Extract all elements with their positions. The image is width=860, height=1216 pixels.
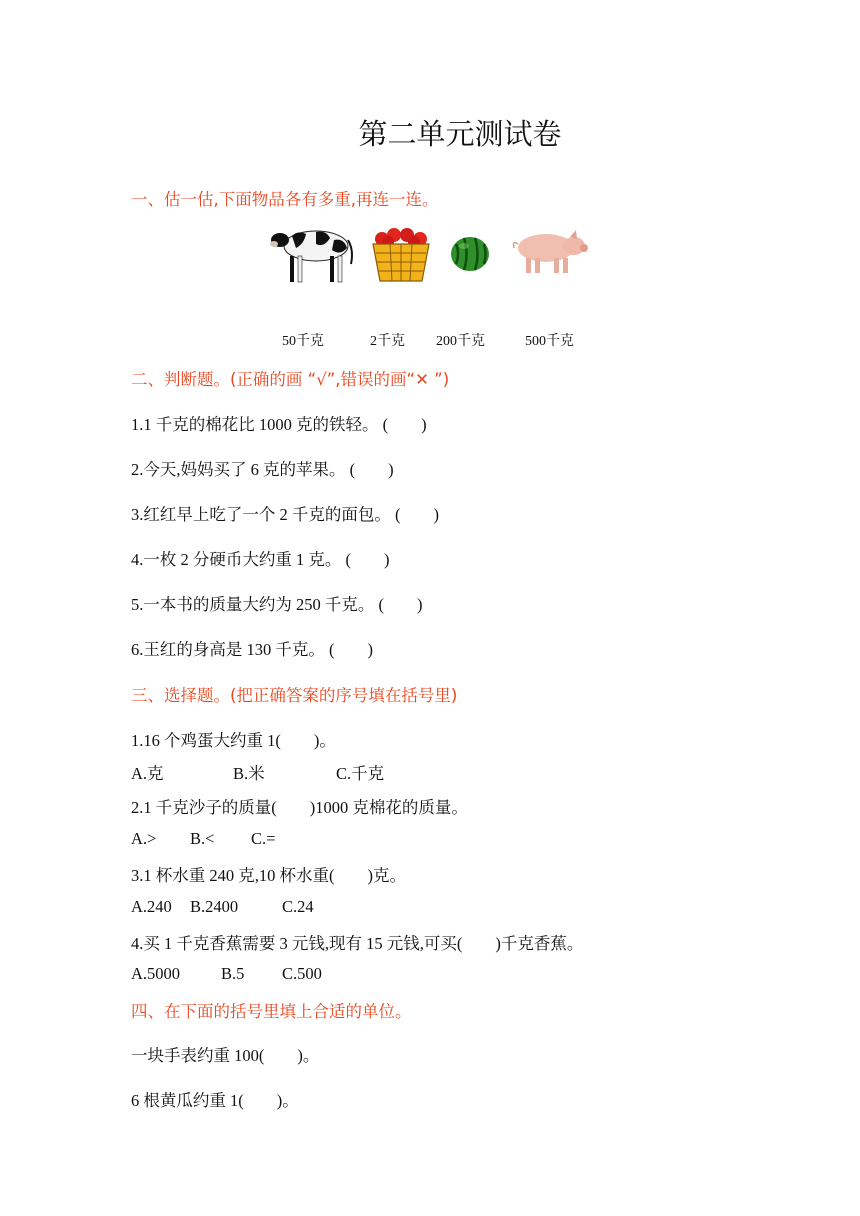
judgment-question: 3.红红早上吃了一个 2 千克的面包。 ( ) — [131, 505, 439, 524]
choice-question: 4.买 1 千克香蕉需要 3 元钱,现有 15 元钱,可买( )千克香蕉。 — [131, 934, 584, 953]
weight-label: 50千克 — [282, 334, 324, 349]
choice-option: B.米 — [233, 764, 265, 783]
choice-option: C.24 — [282, 897, 314, 916]
choice-option: B.< — [190, 829, 215, 848]
judgment-question: 6.王红的身高是 130 千克。 ( ) — [131, 640, 373, 659]
pig-icon — [510, 226, 588, 276]
choice-option: C.千克 — [336, 764, 385, 783]
choice-option: B.2400 — [190, 897, 239, 916]
weight-label: 200千克 — [436, 334, 485, 349]
choice-question: 2.1 千克沙子的质量( )1000 克棉花的质量。 — [131, 798, 468, 817]
choice-option: B.5 — [221, 964, 245, 983]
fill-question: 一块手表约重 100( )。 — [131, 1046, 320, 1065]
choice-option: A.克 — [131, 764, 164, 783]
fill-question: 6 根黄瓜约重 1( )。 — [131, 1091, 299, 1110]
choice-option: C.= — [251, 829, 276, 848]
weight-label: 2千克 — [370, 334, 405, 349]
choice-question: 1.16 个鸡蛋大约重 1( )。 — [131, 731, 336, 750]
choice-option: C.500 — [282, 964, 322, 983]
choice-option: A.5000 — [131, 964, 181, 983]
choice-question: 3.1 杯水重 240 克,10 杯水重( )克。 — [131, 866, 406, 885]
watermelon-icon — [450, 236, 490, 272]
judgment-question: 2.今天,妈妈买了 6 克的苹果。 ( ) — [131, 460, 394, 479]
weight-label: 500千克 — [525, 334, 574, 349]
section-1-heading: 一、估一估,下面物品各有多重,再连一连。 — [131, 190, 439, 209]
judgment-question: 5.一本书的质量大约为 250 千克。 ( ) — [131, 595, 423, 614]
page-title: 第二单元测试卷 — [358, 117, 562, 151]
choice-option: A.> — [131, 829, 157, 848]
section-2-heading: 二、判断题。(正确的画 “√”,错误的画“✕ ”) — [131, 370, 450, 389]
section-3-heading: 三、选择题。(把正确答案的序号填在括号里) — [131, 686, 458, 705]
cow-icon — [268, 218, 354, 286]
apple-basket-icon — [370, 224, 432, 284]
judgment-question: 1.1 千克的棉花比 1000 克的铁轻。 ( ) — [131, 415, 427, 434]
judgment-question: 4.一枚 2 分硬币大约重 1 克。 ( ) — [131, 550, 390, 569]
choice-option: A.240 — [131, 897, 172, 916]
section-4-heading: 四、在下面的括号里填上合适的单位。 — [131, 1002, 412, 1021]
